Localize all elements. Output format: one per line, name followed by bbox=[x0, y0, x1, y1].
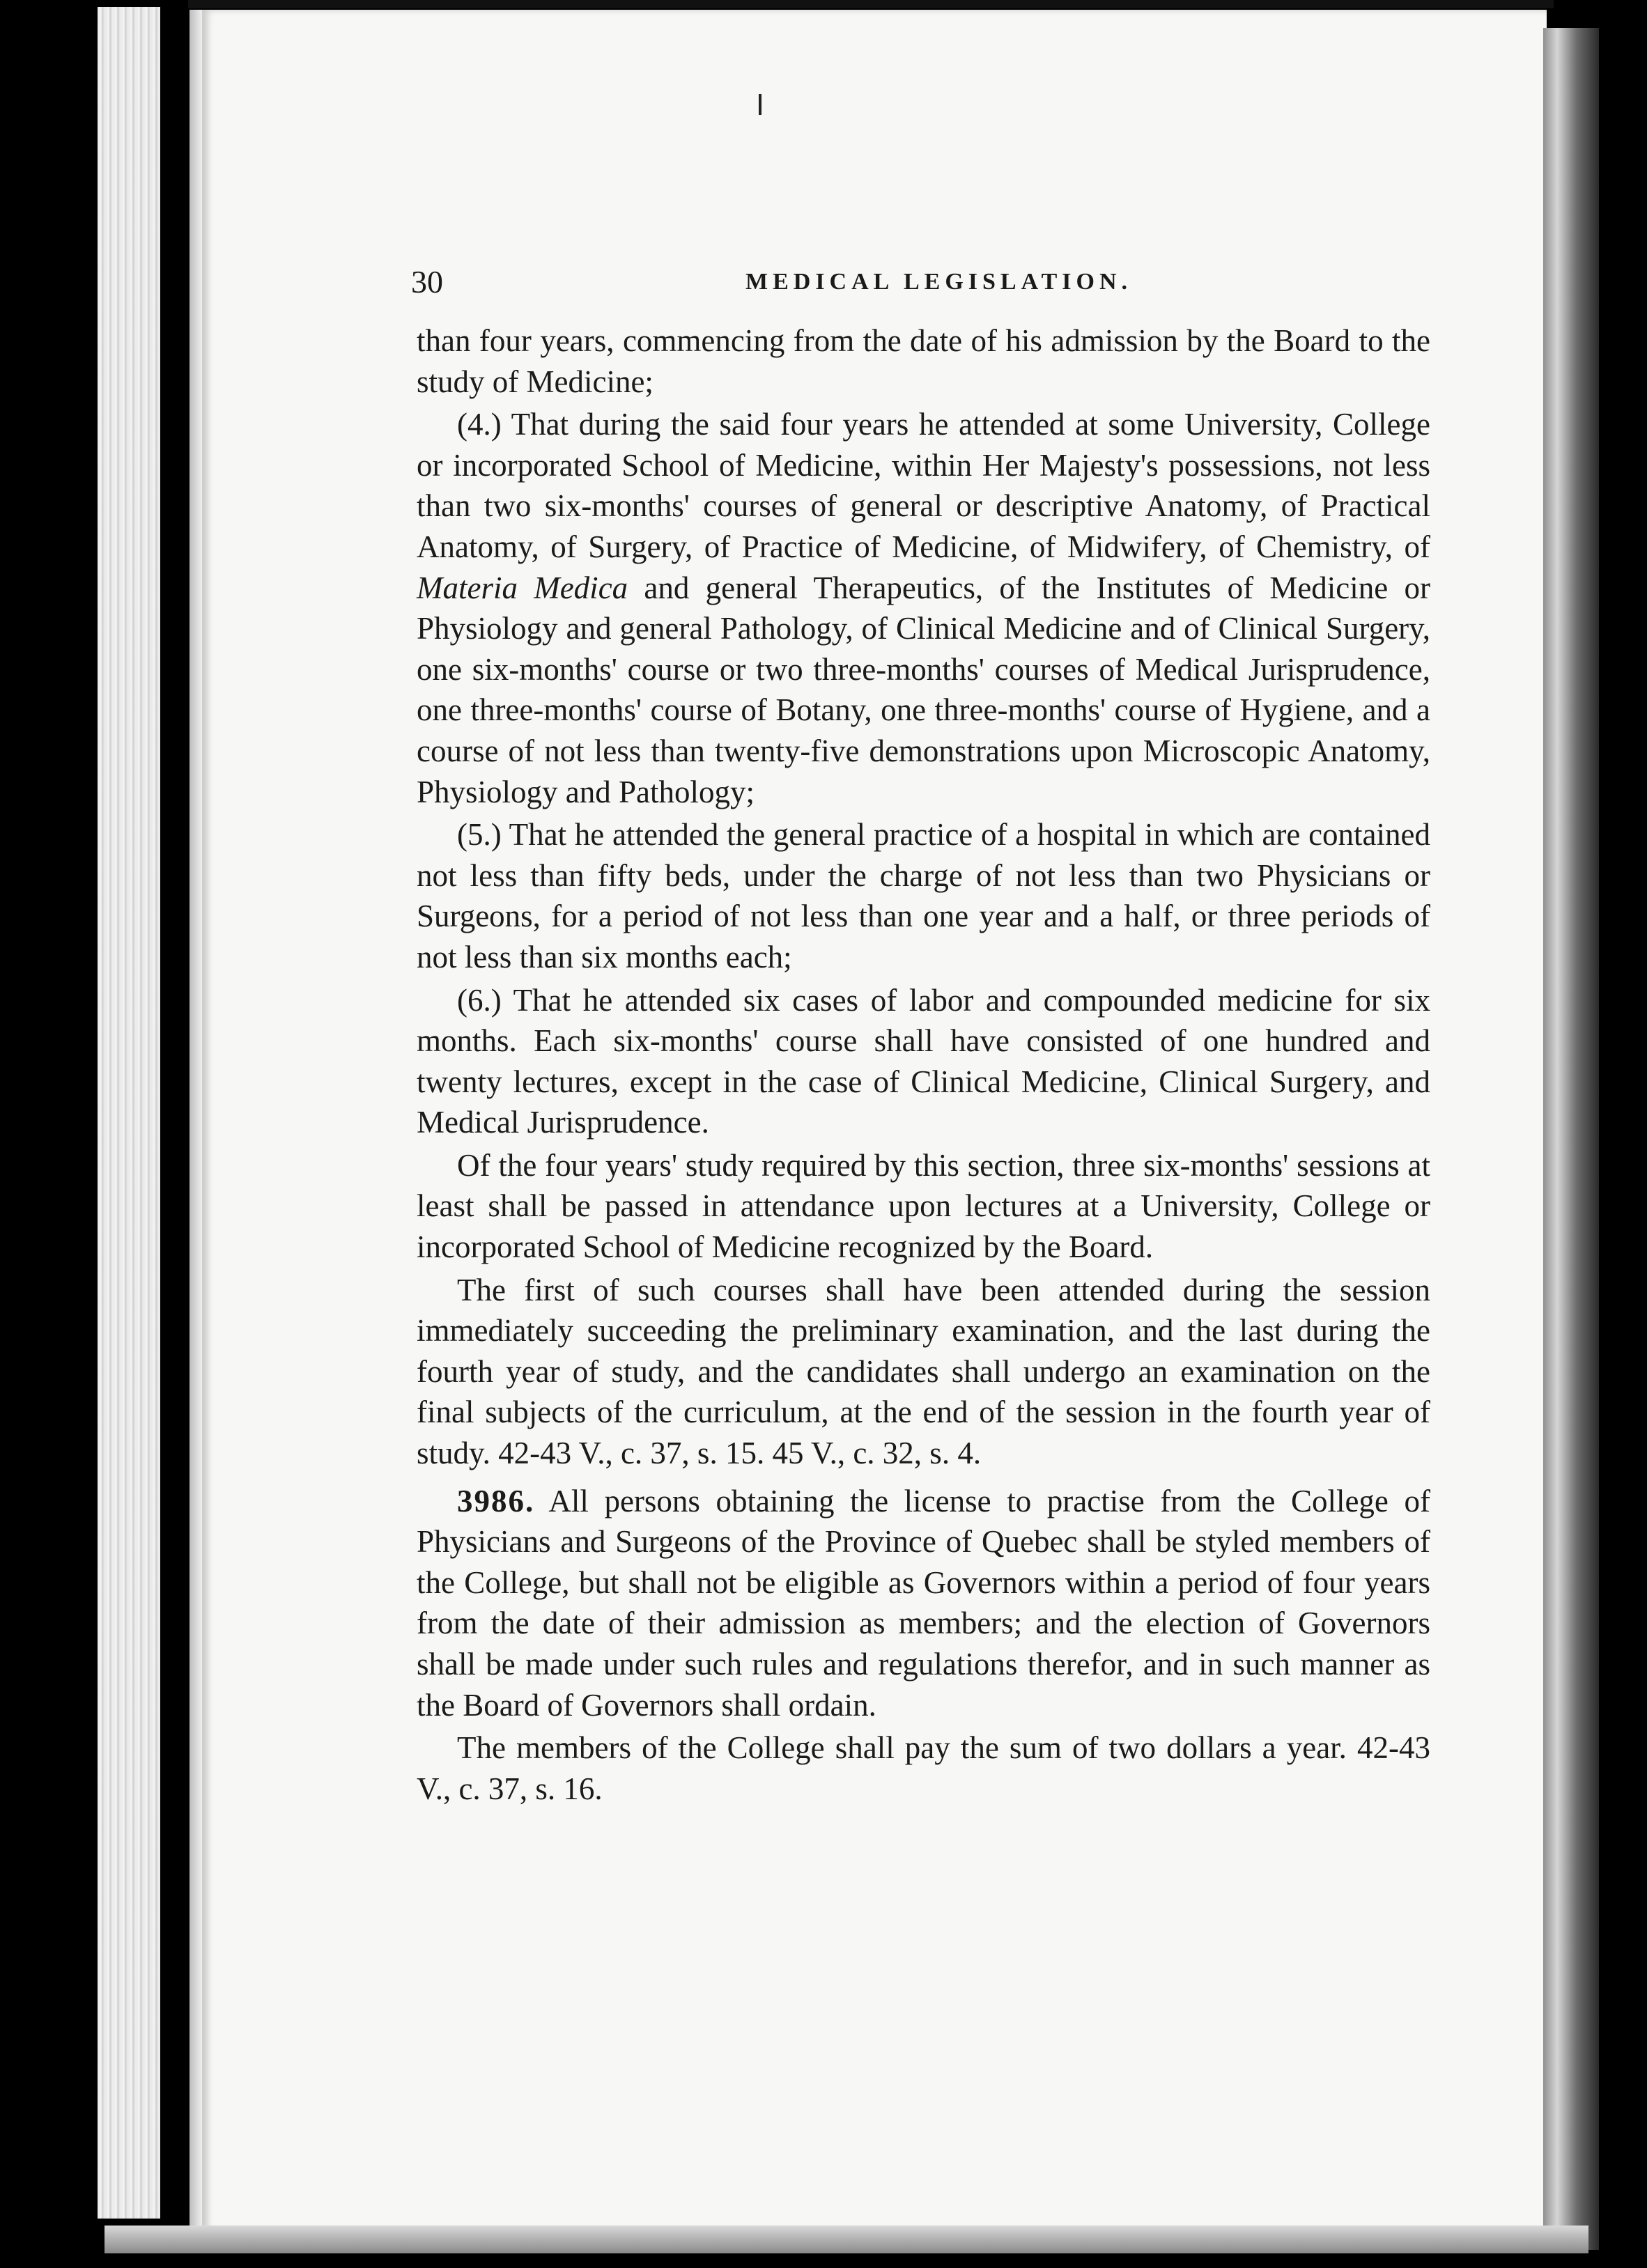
paragraph-courses: The first of such courses shall have been attended during the session immediately succeeding the preliminary examination, and the last during the fourth year of study, and the candidates shall undergo an examination on the final subjects of the curriculum, at the end of the session in the fourth year of study. 42-43 V., c. 37, s. 15. 45 V., c. 32, s. 4. bbox=[417, 1272, 1430, 1471]
page-bottom-edge bbox=[105, 2226, 1588, 2253]
paragraph-clause-6: (6.) That he attended six cases of labor and compounded medicine for six months. Each six-months' course shall have consisted of one hundred and twenty lectures, except in the case of Clinical Medicine, Clinical Surgery, and Medical Jurisprudence. bbox=[417, 982, 1430, 1140]
page-top-edge bbox=[188, 0, 1554, 8]
paragraph-clause-4 bbox=[417, 404, 1430, 812]
scan-mark bbox=[759, 94, 761, 115]
section-3986-text: All persons obtaining the license to practise from the College of Physicians and Surgeons of the Province of Quebec shall be styled members of the College, but shall not be eligible as Governors within a period of four years from the date of their admission as members; and the election of Governors shall be made under such rules and regulations therefor, and in such manner as the Board of Governors shall ordain. bbox=[417, 1483, 1430, 1723]
clause-4-text-start: (4.) That during the said four years he attended at some University, College or incorporated School of Medicine, within Her Majesty's possessions, not less than two six-months' courses of general or descriptive Anatomy, of Practical Anatomy, of Surgery, of Practice of Medicine, of Midwifery, of Chemistry, of bbox=[417, 407, 1430, 564]
page-header-title: MEDICAL LEGISLATION. bbox=[745, 269, 1133, 295]
paragraph-section-3986 bbox=[417, 1481, 1430, 1726]
page-gutter bbox=[190, 10, 202, 2235]
clause-4-text-end: and general Therapeutics, of the Institutes of Medicine or Physiology and general Pathology, of Clinical Medicine and of Clinical Surgery, one six-months' course or two three-months' courses of Medical Jurisprudence, one three-months' course of Botany, one three-months' course of Hygiene, and a course of not less than twenty-five demonstrations upon Microscopic Anatomy, Physiology and Pathology; bbox=[417, 570, 1430, 809]
paragraph-fees: The members of the College shall pay the sum of two dollars a year. 42-43 V., c. 37, s. 16. bbox=[417, 1730, 1430, 1806]
body-text bbox=[417, 320, 1430, 1811]
section-number: 3986. bbox=[457, 1483, 535, 1519]
paragraph-sessions: Of the four years' study required by this section, three six-months' sessions at least shall be passed in attendance upon lectures at a University, College or incorporated School of Medicine recognized by the Board. bbox=[417, 1147, 1430, 1265]
page-right-shadow bbox=[1543, 28, 1599, 2250]
materia-medica-italic: Materia Medica bbox=[417, 570, 628, 605]
running-head bbox=[411, 263, 1435, 305]
paragraph-clause-5: (5.) That he attended the general practice of a hospital in which are contained not less than fifty beds, under the charge of not less than two Physicians or Surgeons, for a period of not less than one year and a half, or three periods of not less than six months each; bbox=[417, 817, 1430, 974]
page-stack-edge bbox=[98, 7, 160, 2219]
paragraph-continuation: than four years, commencing from the date of his admission by the Board to the study of Medicine; bbox=[417, 323, 1430, 399]
page-number: 30 bbox=[411, 264, 443, 300]
